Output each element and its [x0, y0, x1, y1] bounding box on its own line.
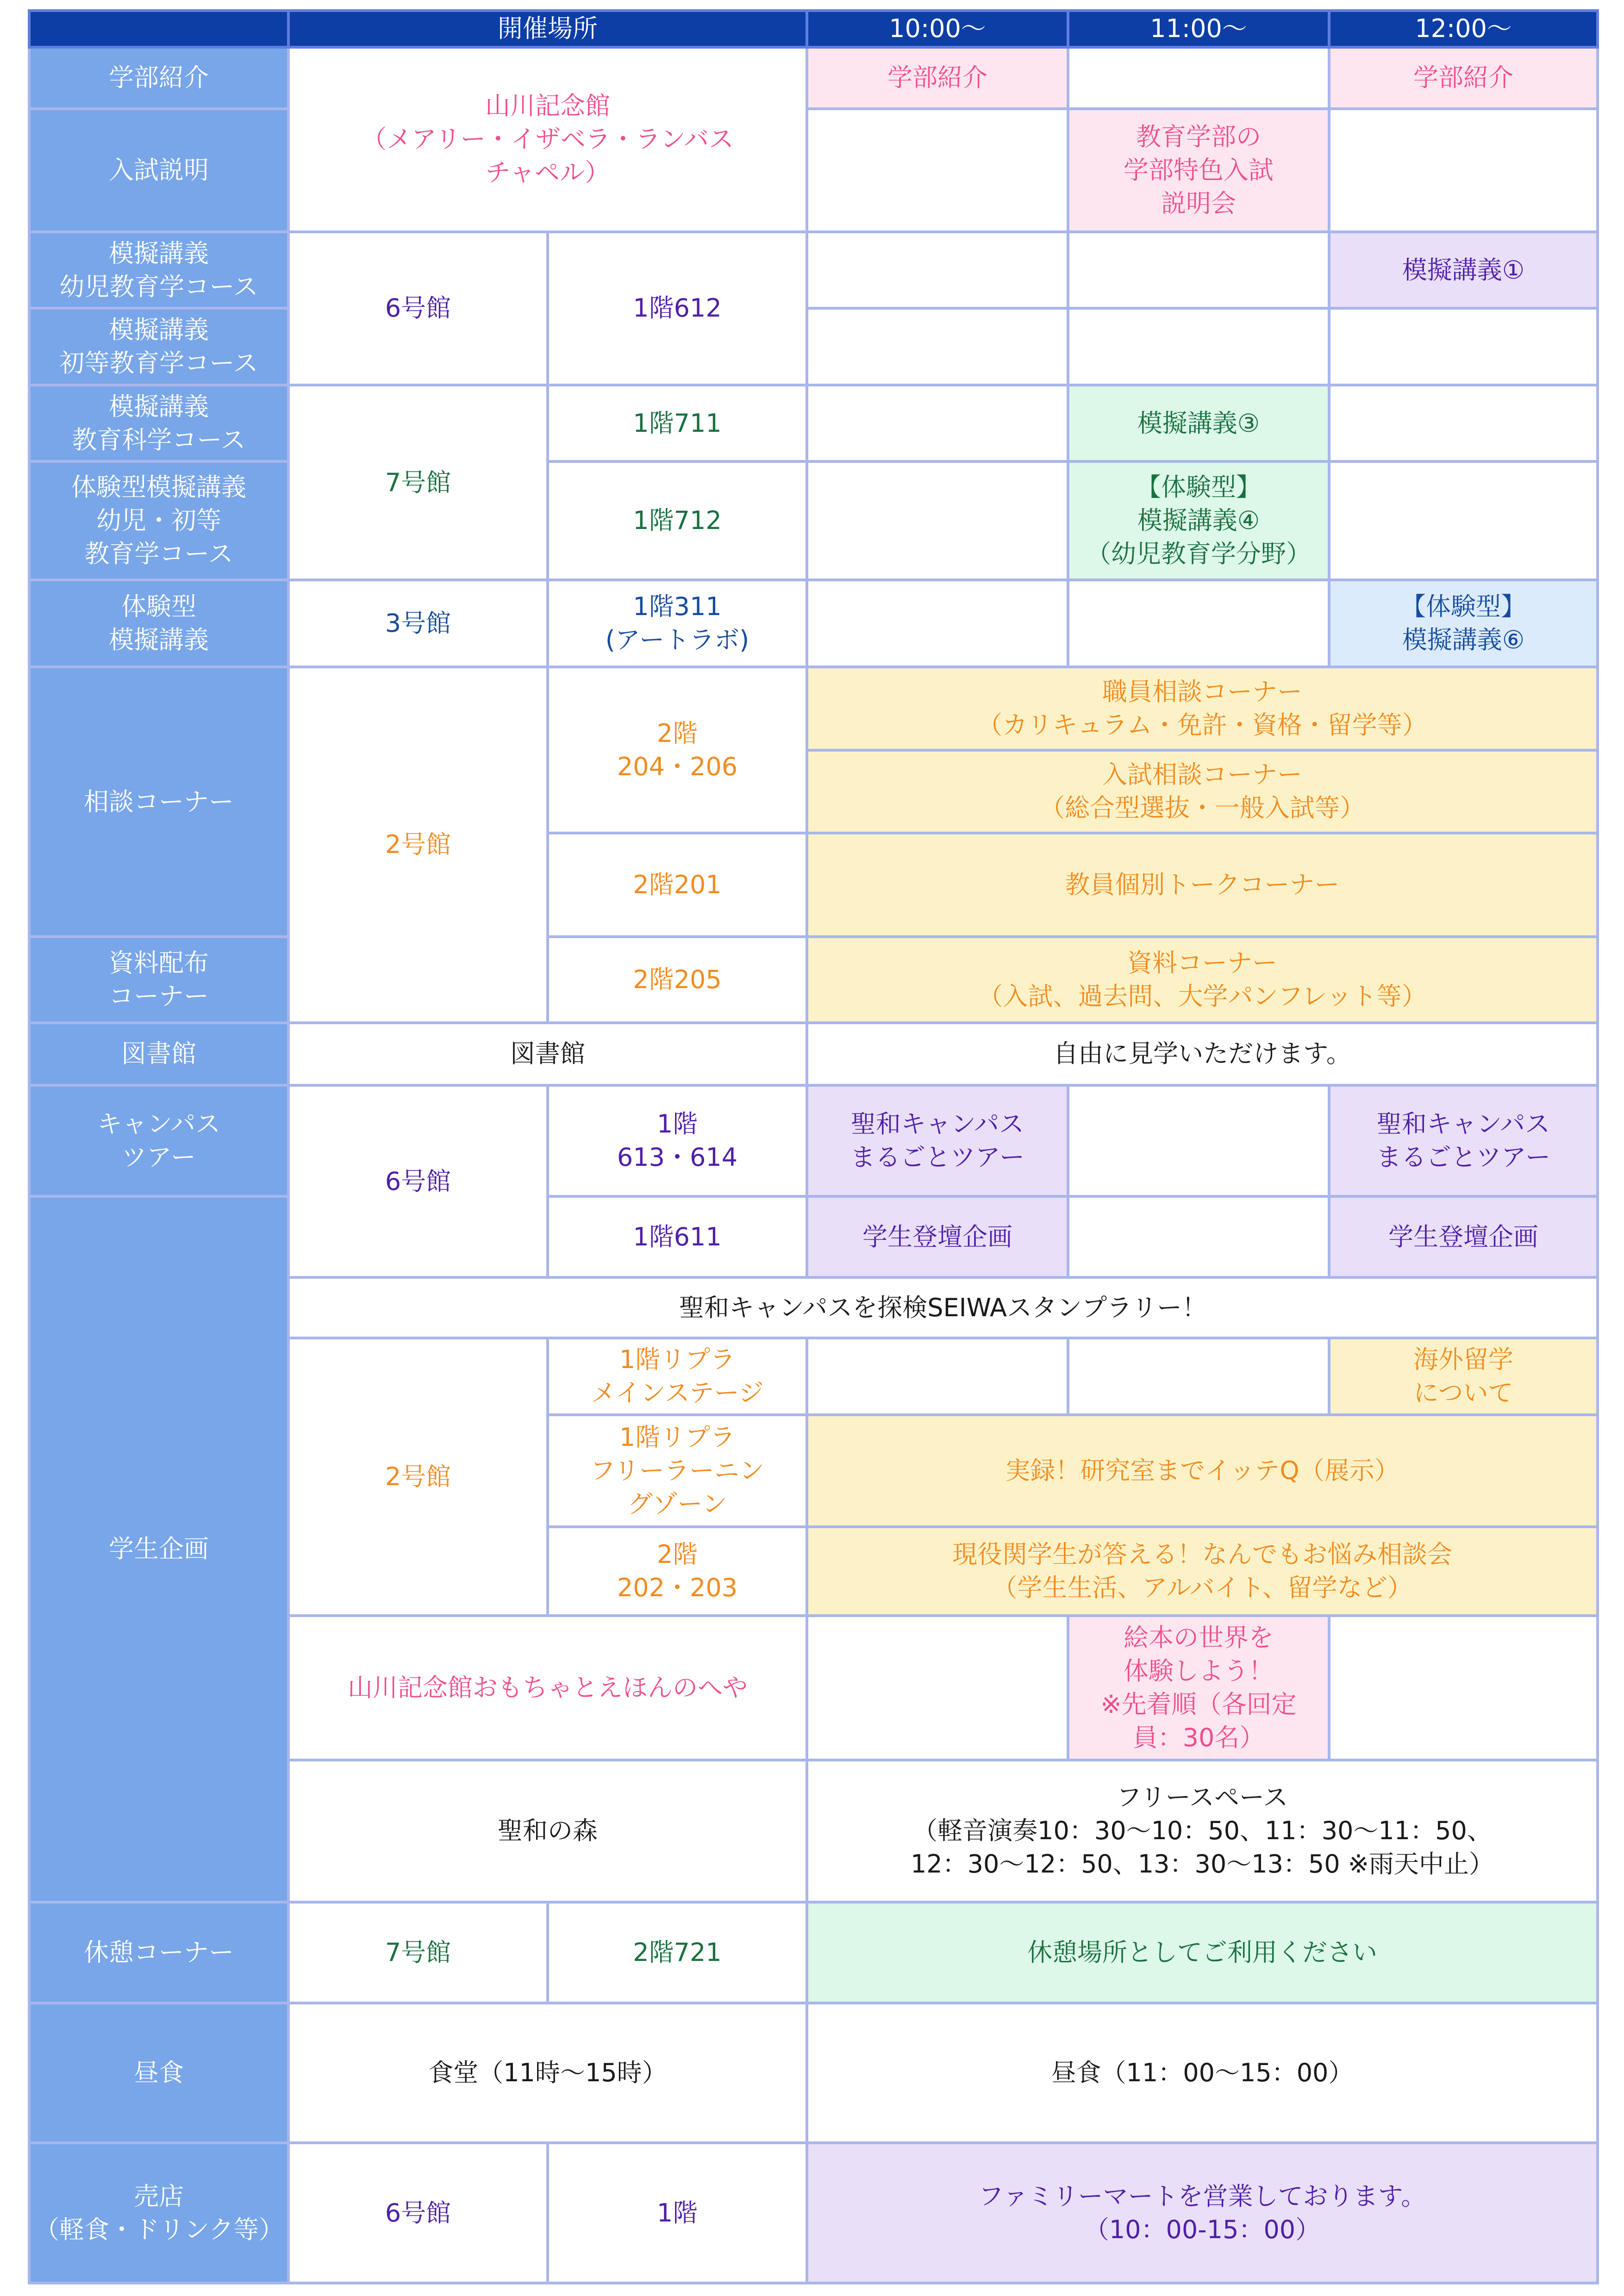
exam-1200-empty — [1329, 109, 1598, 232]
bldg-6-b: 6号館 — [288, 1085, 548, 1278]
header-blank — [29, 11, 288, 47]
venue-cafeteria: 食堂（11時～15時） — [288, 2003, 807, 2143]
row-mock1 — [29, 232, 1598, 308]
consult-admission: 入試相談コーナー （総合型選抜・一般入試等） — [807, 750, 1598, 834]
mock6-1000-empty — [807, 580, 1068, 667]
row-mock3 — [29, 385, 1598, 461]
mock3-1000-empty — [807, 385, 1068, 461]
header-time-1100: 11:00～ — [1068, 11, 1329, 47]
venue-toys: 山川記念館おもちゃとえほんのへや — [288, 1616, 807, 1761]
exam-1000-empty — [807, 109, 1068, 232]
dept-1100-empty — [1068, 47, 1329, 109]
room-711: 1階711 — [548, 385, 807, 461]
label-consult: 相談コーナー — [29, 667, 288, 937]
mock2-1000-empty — [807, 308, 1068, 385]
header-venue: 開催場所 — [288, 11, 807, 47]
label-mock6: 体験型 模擬講義 — [29, 580, 288, 667]
mock4-1200-empty — [1329, 461, 1598, 580]
header-time-1000: 10:00～ — [807, 11, 1068, 47]
mock4-1000-empty — [807, 461, 1068, 580]
stamp-rally: 聖和キャンパスを探検SEIWAスタンプラリー！ — [288, 1277, 1598, 1338]
row-tour — [29, 1085, 1598, 1196]
mock3-1200-empty — [1329, 385, 1598, 461]
header-time-1200: 12:00～ — [1329, 11, 1598, 47]
room-1f: 1階 — [548, 2143, 807, 2283]
label-docs: 資料配布 コーナー — [29, 937, 288, 1023]
label-tour: キャンパス ツアー — [29, 1085, 288, 1196]
bldg-3: 3号館 — [288, 580, 548, 667]
mock1-1000-empty — [807, 232, 1068, 308]
room-204-206: 2階 204・206 — [548, 667, 807, 833]
bldg-6-c: 6号館 — [288, 2143, 548, 2283]
row-dept — [29, 47, 1598, 109]
mock1-1100-empty — [1068, 232, 1329, 308]
bldg-2-a: 2号館 — [288, 667, 548, 1023]
venue-forest: 聖和の森 — [288, 1760, 807, 1902]
room-611: 1階611 — [548, 1196, 807, 1278]
label-shop: 売店 （軽食・ドリンク等） — [29, 2143, 288, 2283]
label-exam: 入試説明 — [29, 109, 288, 232]
tour-1100-empty — [1068, 1085, 1329, 1196]
row-exam — [29, 109, 1598, 232]
student-611-1100-empty — [1068, 1196, 1329, 1278]
row-mock4 — [29, 461, 1598, 580]
row-mock6 — [29, 580, 1598, 667]
tour-1200: 聖和キャンパス まるごとツアー — [1329, 1085, 1598, 1196]
library-content: 自由に見学いただけます。 — [807, 1023, 1598, 1085]
lab-exhibit: 実録！研究室までイッテQ（展示） — [807, 1415, 1598, 1527]
mock1-1200: 模擬講義① — [1329, 232, 1598, 308]
row-docs — [29, 937, 1598, 1023]
room-205: 2階205 — [548, 937, 807, 1023]
consult-staff: 職員相談コーナー （カリキュラム・免許・資格・留学等） — [807, 667, 1598, 750]
consult-faculty: 教員個別トークコーナー — [807, 833, 1598, 937]
row-rest — [29, 1902, 1598, 2003]
dept-1000: 学部紹介 — [807, 47, 1068, 109]
circle-content: フリースペース （軽音演奏10：30～10：50、11：30～11：50、 12：30～12：50、13：30～13：50 ※雨天中止） — [807, 1760, 1598, 1902]
mock4-1100: 【体験型】 模擬講義④ （幼児教育学分野） — [1068, 461, 1329, 580]
docs-content: 資料コーナー （入試、過去問、大学パンフレット等） — [807, 937, 1598, 1023]
stage-1000-empty — [807, 1338, 1068, 1414]
label-library: 図書館 — [29, 1023, 288, 1085]
room-613-614: 1階 613・614 — [548, 1085, 807, 1196]
rest-content: 休憩場所としてご利用ください — [807, 1902, 1598, 2003]
room-311: 1階311 (アートラボ) — [548, 580, 807, 667]
room-712: 1階712 — [548, 461, 807, 580]
student-talk-1000: 学生登壇企画 — [807, 1196, 1068, 1278]
mock3-1100: 模擬講義③ — [1068, 385, 1329, 461]
label-dept: 学部紹介 — [29, 47, 288, 109]
student-talk-1200: 学生登壇企画 — [1329, 1196, 1598, 1278]
bldg-2-b: 2号館 — [288, 1338, 548, 1615]
room-612: 1階612 — [548, 232, 807, 385]
stage-1100-empty — [1068, 1338, 1329, 1414]
shop-content: ファミリーマートを営業しております。 （10：00-15：00） — [807, 2143, 1598, 2283]
mock2-1200-empty — [1329, 308, 1598, 385]
bldg-7-a: 7号館 — [288, 385, 548, 580]
label-lunch: 昼食 — [29, 2003, 288, 2143]
row-lunch — [29, 2003, 1598, 2143]
room-721: 2階721 — [548, 1902, 807, 2003]
exam-1100: 教育学部の 学部特色入試 説明会 — [1068, 109, 1329, 232]
label-mock1: 模擬講義 幼児教育学コース — [29, 232, 288, 308]
label-mock3: 模擬講義 教育科学コース — [29, 385, 288, 461]
bldg-6-a: 6号館 — [288, 232, 548, 385]
row-consult-staff — [29, 667, 1598, 750]
event-schedule-table — [28, 9, 1599, 2284]
lunch-content: 昼食（11：00～15：00） — [807, 2003, 1598, 2143]
consult-session: 現役関学生が答える！なんでもお悩み相談会 （学生生活、アルバイト、留学など） — [807, 1527, 1598, 1616]
room-free-learning: 1階リプラ フリーラーニン グゾーン — [548, 1415, 807, 1527]
room-main-stage: 1階リプラ メインステージ — [548, 1338, 807, 1414]
tour-1000: 聖和キャンパス まるごとツアー — [807, 1085, 1068, 1196]
toys-1200-empty — [1329, 1616, 1598, 1761]
mock6-1200: 【体験型】 模擬講義⑥ — [1329, 580, 1598, 667]
study-abroad: 海外留学 について — [1329, 1338, 1598, 1414]
row-shop — [29, 2143, 1598, 2283]
label-mock2: 模擬講義 初等教育学コース — [29, 308, 288, 385]
room-202-203: 2階 202・203 — [548, 1527, 807, 1616]
dept-1200: 学部紹介 — [1329, 47, 1598, 109]
toys-1000-empty — [807, 1616, 1068, 1761]
header-row — [29, 11, 1598, 47]
row-mock2 — [29, 308, 1598, 385]
venue-library: 図書館 — [288, 1023, 807, 1085]
room-201: 2階201 — [548, 833, 807, 937]
venue-chapel: 山川記念館 （メアリー・イザベラ・ランバス チャペル） — [288, 47, 807, 232]
mock6-1100-empty — [1068, 580, 1329, 667]
label-rest: 休憩コーナー — [29, 1902, 288, 2003]
row-library — [29, 1023, 1598, 1085]
picture-book: 絵本の世界を 体験しよう！ ※先着順（各回定 員：30名） — [1068, 1616, 1329, 1761]
label-mock4: 体験型模擬講義 幼児・初等 教育学コース — [29, 461, 288, 580]
bldg-7-b: 7号館 — [288, 1902, 548, 2003]
mock2-1100-empty — [1068, 308, 1329, 385]
row-student-611 — [29, 1196, 1598, 1278]
label-student: 学生企画 — [29, 1196, 288, 1902]
